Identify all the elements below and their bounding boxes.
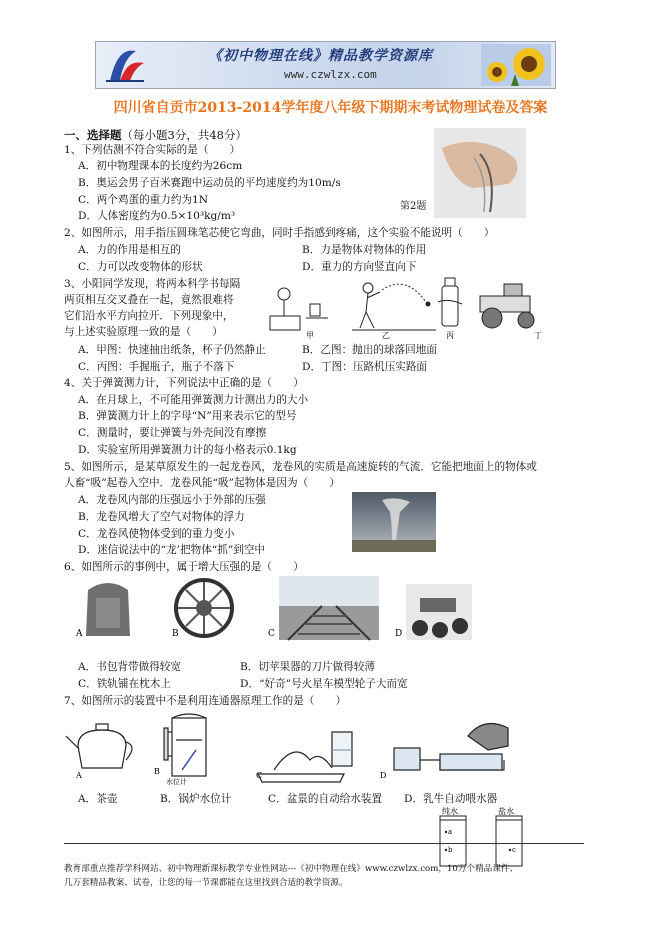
q6-label-b: B: [172, 629, 179, 639]
q7-figure-cow-feeder: [394, 724, 508, 771]
q7-label-c: C: [256, 771, 263, 780]
footer-line-2: 几万套精品教案、试卷，让您的每一节课都能在这里找到合适的教学资源。: [64, 878, 348, 888]
q7-figures: [64, 710, 524, 786]
q5-option-b: B．龙卷风增大了空气对物体的浮力: [78, 511, 245, 523]
q3-figure-jia: [270, 288, 328, 330]
q6-figure-apple-slicer: [176, 580, 232, 636]
q8-label-b: b: [448, 846, 453, 854]
section-heading-text: 一、选择题: [64, 128, 122, 142]
q2-figure-label: 第2题: [400, 201, 427, 212]
q5-option-c: C．龙卷风使物体受到的重力变小: [78, 528, 235, 540]
q4-option-b: B．弹簧测力计上的字母“N”用来表示它的型号: [78, 410, 297, 422]
q6-option-b: B．切苹果器的刀片做得较薄: [240, 661, 375, 673]
q3-stem-line4: 与上述实验原理一致的是（ ）: [64, 326, 223, 338]
q6-option-a: A．书包背带做得较宽: [78, 661, 181, 673]
q6-label-d: D: [395, 629, 403, 639]
q1-option-c: C．两个鸡蛋的重力约为1N: [78, 194, 209, 206]
q6-stem: 6、如图所示的事例中，属于增大压强的是（ ）: [64, 561, 304, 573]
q4-option-d: D．实验室所用弹簧测力计的每小格表示0.1kg: [78, 444, 297, 456]
q3-label-ding: 丁: [534, 331, 542, 340]
q3-option-b: B．乙图：抛出的球落回地面: [302, 344, 437, 356]
q8-label-c: c: [512, 846, 516, 854]
q3-figure-yi: [352, 283, 436, 330]
q8-label-salt-water: 盐水: [498, 807, 514, 816]
header-banner: [95, 41, 556, 89]
q6-label-c: C: [268, 629, 275, 639]
q3-figure-ding: [480, 284, 534, 328]
q3-option-c: C．丙图：手握瓶子，瓶子不落下: [78, 361, 235, 373]
banner-url[interactable]: www.czwlzx.com: [284, 68, 377, 81]
q3-option-d: D．丁图：压路机压实路面: [302, 361, 428, 373]
q3-stem-line3: 它们沿水平方向拉开．下列现象中，: [64, 310, 234, 322]
q6-option-c: C．铁轨铺在枕木上: [78, 678, 171, 690]
sunflower-icon: [481, 44, 551, 86]
pen-refill-photo: [434, 128, 526, 218]
q3-option-a: A．甲图：快速抽出纸条，杯子仍然静止: [78, 344, 266, 356]
q3-label-yi: 乙: [382, 331, 390, 340]
section-heading: [64, 127, 247, 143]
q5-stem-line1: 5、如图所示，是某草原发生的一起龙卷风，龙卷风的实质是高速旋转的气流．它能把地面上的物体或: [64, 461, 537, 473]
q4-option-a: A．在月球上，不可能用弹簧测力计测出力的大小: [78, 394, 309, 406]
q4-stem: 4、关于弹簧测力计，下列说法中正确的是（ ）: [64, 377, 304, 389]
q7-label-d: D: [380, 771, 387, 780]
q3-stem-line2: 两页相互交叉叠在一起，竟然很难将: [64, 294, 234, 306]
q3-figure-bing: [438, 278, 462, 326]
q6-label-a: A: [76, 629, 83, 639]
q7-option-d: D．乳牛自动喂水器: [404, 793, 498, 805]
q7-option-a: A．茶壶: [78, 793, 118, 805]
q2-stem: 2、如图所示，用手指压圆珠笔芯使它弯曲，同时手指感到疼痛，这个实验不能说明（ ）: [64, 227, 495, 239]
q3-label-bing: 丙: [446, 331, 454, 340]
q8-label-a: a: [448, 828, 453, 836]
q4-option-c: C．测量时，要让弹簧与外壳间没有摩擦: [78, 427, 267, 439]
q7-stem: 7、如图所示的装置中不是利用连通器原理工作的是（ ）: [64, 695, 347, 707]
q6-figure-railway: [279, 576, 379, 640]
q7-figure-boiler: [164, 714, 206, 776]
tornado-photo: [352, 492, 436, 552]
site-logo-icon: [102, 45, 148, 85]
q6-figure-mars-rover: [406, 584, 472, 640]
q1-stem: 1、下列估测不符合实际的是（ ）: [64, 144, 241, 156]
footer-line-1: 教育部重点推荐学科网站、初中物理新课标教学专业性网站---《初中物理在线》www.czwlzx.com，10万个精品课件、: [64, 864, 519, 874]
q5-option-a: A．龙卷风内部的压强远小于外部的压强: [78, 494, 266, 506]
q7-option-b: B．锅炉水位计: [160, 793, 232, 805]
banner-title: 《初中物理在线》精品教学资源库: [208, 48, 433, 64]
q3-label-jia: 甲: [306, 331, 314, 340]
q2-option-c: C．力可以改变物体的形状: [78, 261, 203, 273]
q6-figure-backpack: [86, 583, 130, 636]
q3-figures: [266, 274, 566, 342]
q7-option-c: C．盆景的自动给水装置: [268, 793, 383, 805]
q2-option-d: D．重力的方向竖直向下: [302, 261, 417, 273]
q6-figures: [74, 576, 474, 646]
q1-option-a: A．初中物理课本的长度约为26cm: [78, 160, 243, 172]
q2-option-b: B．力是物体对物体的作用: [302, 244, 427, 256]
section-note: （每小题3分，共48分）: [121, 128, 247, 142]
q3-stem-line1: 3、小阳同学发现，将两本科学书每隔: [64, 278, 241, 290]
q7-figure-teapot: [66, 724, 132, 768]
q2-option-a: A．力的作用是相互的: [78, 244, 181, 256]
q7-label-b: B: [154, 767, 160, 776]
q6-option-d: D．“好奇”号火星车模型轮子大而宽: [240, 678, 408, 690]
footer-divider: [64, 843, 584, 844]
q5-option-d: D．迷信说法中的“龙’把物体“抓”到空中: [78, 544, 266, 556]
q5-stem-line2: 人畜“吸”起卷入空中．龙卷风能“吸”起物体是因为（ ）: [64, 477, 340, 489]
page-title: 四川省自贡市2013-2014学年度八年级下期期末考试物理试卷及答案: [113, 100, 548, 116]
q8-containers-figure: [436, 806, 526, 868]
q1-option-b: B．奥运会男子百米赛跑中运动员的平均速度约为10m/s: [78, 177, 341, 189]
q7-boiler-label: 水位计: [166, 778, 187, 786]
q7-figure-bonsai-feeder: [258, 732, 352, 782]
q1-option-d: D．人体密度约为0.5×10³kg/m³: [78, 210, 236, 222]
q7-label-a: A: [76, 771, 82, 780]
q8-label-pure-water: 纯水: [442, 807, 458, 816]
